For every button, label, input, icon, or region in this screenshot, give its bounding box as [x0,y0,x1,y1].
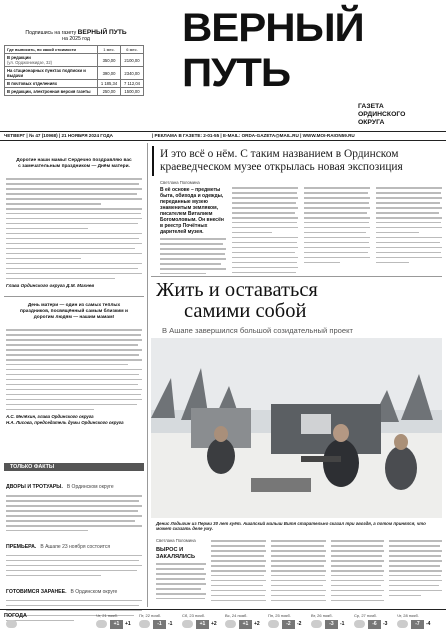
divider [151,276,442,277]
weather-day [311,610,354,631]
top-story-headline: И это всё о нём. С таким названием в Ординском краеведческом музее открылась новая экспозиция [160,148,403,173]
table-row [5,67,144,80]
divider [4,296,144,297]
cloud-icon [311,620,322,628]
top-story-rule [152,146,154,176]
subscription-title-pre: Подпишись на газету [25,30,78,36]
main-story-subhead: В Ашапе завершился большой созидательный проект [162,326,353,335]
main-story-col1 [156,563,206,603]
weather-bar [0,609,446,631]
greeting-block [6,158,142,288]
table-row [5,46,144,54]
fact-item [6,535,142,577]
table-cell: На стационарных пунктах подписки и выдачи [5,67,98,80]
greeting-signature: Глава Ординского округа Д.М. Махнев [6,283,95,289]
top-story-lead-cont [160,238,226,278]
subscription-brand: ВЕРНЫЙ ПУТЬ [77,29,127,36]
main-story-col2 [211,540,266,605]
table-cell: В редакции, электронная версия газеты [5,88,98,96]
cloud-icon [397,620,408,628]
main-story-byline: Светлана Поломина [156,538,196,543]
table-cell: Где выписать, по какой стоимости [5,46,98,54]
row-sub: (ул. Орджоникидзе, 32) [7,60,53,65]
table-cell: 2100,00 [121,54,144,67]
weather-night-temp: +1 [239,620,252,629]
facts-list [6,475,142,625]
weather-day-temp: +2 [254,621,260,627]
mothers-day-signature: А.С. Мелёхин, глава Ординского округа [6,413,94,419]
subscription-title [10,30,142,43]
fact-intro: В Ординском округе [66,484,114,490]
masthead-logo [182,6,364,95]
table-row [5,80,144,88]
weather-day-name: Вс, 24 нояб. [225,613,248,618]
contacts-line: | РЕКЛАМА В ГАЗЕТЕ: 2-01-55 | E-MAIL: ORDA-GAZETA@MAIL.RU | WWW.MOI-RAION59.RU [152,133,355,138]
mothers-day-block [6,303,142,425]
weather-day-temp: +1 [125,621,131,627]
weather-night-temp: -6 [368,620,381,629]
fact-body [6,495,142,531]
fact-intro: В Ашапе 23 ноября состоится [40,543,111,550]
weather-day-name: Вт, 26 нояб. [311,613,333,618]
masthead-line-1: ВЕРНЫЙ [182,6,364,50]
fact-title: ПРЕМЬЕРА. [6,543,37,550]
cloud-icon [139,620,150,628]
weather-day [225,610,268,631]
weather-day-temp: -3 [383,621,388,627]
table-cell [5,54,98,67]
main-story-photo [151,338,442,518]
weather-night-temp: +1 [196,620,209,629]
fact-intro: В Ординском округе [70,588,118,595]
table-cell: 1 185,34 [98,80,121,88]
table-row [5,54,144,67]
greeting-body [6,178,142,279]
mothers-day-signature-2: Н.А. Лисова, председатель думы Ординского округа [6,419,124,425]
column-divider [147,143,148,607]
fact-item [6,475,142,531]
table-header: 1 мес. [98,46,121,54]
weather-night-temp: +1 [110,620,123,629]
tagline-line: ОКРУГА [358,118,385,126]
row-label: В редакции [7,55,31,60]
facts-header: ТОЛЬКО ФАКТЫ [10,464,55,470]
table-header: 6 мес. [121,46,144,54]
weather-night-temp: -1 [153,620,166,629]
top-story-col4 [376,187,442,267]
table-cell: 7 112,04 [121,80,144,88]
main-story-col4 [331,540,384,605]
subscription-title-post: на 2025 год [62,36,90,43]
weather-day-temp: +2 [211,621,217,627]
weather-day-name: Сб, 23 нояб. [182,613,205,618]
cloud-icon [225,620,236,628]
issue-info-bar [0,131,446,141]
fact-title: ГОТОВИМСЯ ЗАРАНЕЕ. [6,588,67,595]
weather-night-temp: -2 [282,620,295,629]
tagline-line: ГАЗЕТА [358,103,384,110]
fact-title: ДВОРЫ И ТРОТУАРЫ. [6,484,63,490]
mothers-day-body [6,329,142,410]
top-story-byline: Светлана Поломина [160,180,200,185]
weather-day [354,610,397,631]
top-story-col2 [232,187,298,277]
main-headline-line-1: Жить и оставаться [156,279,318,301]
masthead-tagline [358,103,405,126]
table-cell: 350,00 [98,54,121,67]
main-story-col3 [271,540,326,605]
table-cell: 1500,00 [121,88,144,96]
cloud-icon [96,620,107,628]
cloud-icon [354,620,365,628]
cloud-icon [182,620,193,628]
fact-body [6,555,142,577]
weather-label: ПОГОДА [4,613,27,619]
table-cell: 390,00 [98,67,121,80]
main-story-headline [156,280,442,322]
main-story-col5 [389,540,442,600]
photo-caption: Денис Лодыгин из Перми 30 лет куёт. Ашапский малыш Витя старательно сказал три гвоздя, а потом принялся, что может сказать деле уму. [156,521,426,532]
mothers-day-title: День матери — один из самых теплых праздников, посвящённый самым близким и дорогим людям — нашим мамам! [19,303,129,320]
weather-night-temp: -3 [325,620,338,629]
main-story-subtitle: ВЫРОС И ЗАКАЛЯЛИСЬ [156,547,196,560]
weather-day-temp: -2 [297,621,302,627]
weather-day-name: Чт, 21 нояб. [96,613,118,618]
weather-night-temp: -7 [411,620,424,629]
greeting-title: Дорогие наши мамы! Сердечно поздравляю вас с замечательным праздником — Днём матери. [16,158,132,169]
facts-header-bar [4,463,144,471]
weather-day-temp: -1 [340,621,345,627]
cloud-icon [6,620,17,628]
top-story-col3 [304,187,370,267]
weather-day-name: Чт, 28 нояб. [397,613,419,618]
weather-day-name: Пт, 22 нояб. [139,613,162,618]
table-cell: 2340,00 [121,67,144,80]
table-row [5,88,144,96]
weather-day [268,610,311,631]
issue-date: ЧЕТВЕРГ | № 47 (10968) | 21 НОЯБРЯ 2024 ГОДА [4,133,113,138]
top-story-lead: В её основе – предметы быта, обихода и одежды, переданные музею знаменитым земляком, писателем Виталием Богомоловым. Он внесён в реестр Почётных дарителей музея. [160,187,224,235]
masthead-line-2: ПУТЬ [182,51,290,95]
subscription-table [4,45,144,96]
weather-day [397,610,440,631]
weather-day-temp: -1 [168,621,173,627]
weather-day [139,610,182,631]
main-headline-line-2: самими собой [184,300,307,322]
weather-day [96,610,139,631]
weather-day [182,610,225,631]
photo-illustration [151,338,442,518]
table-cell: 250,00 [98,88,121,96]
weather-day-name: Ср, 27 нояб. [354,613,377,618]
tagline-line: ОРДИНСКОГО [358,110,406,118]
cloud-icon [268,620,279,628]
weather-day-temp: -4 [426,621,431,627]
table-cell: В почтовых отделениях [5,80,98,88]
weather-day-name: Пн, 25 нояб. [268,613,291,618]
